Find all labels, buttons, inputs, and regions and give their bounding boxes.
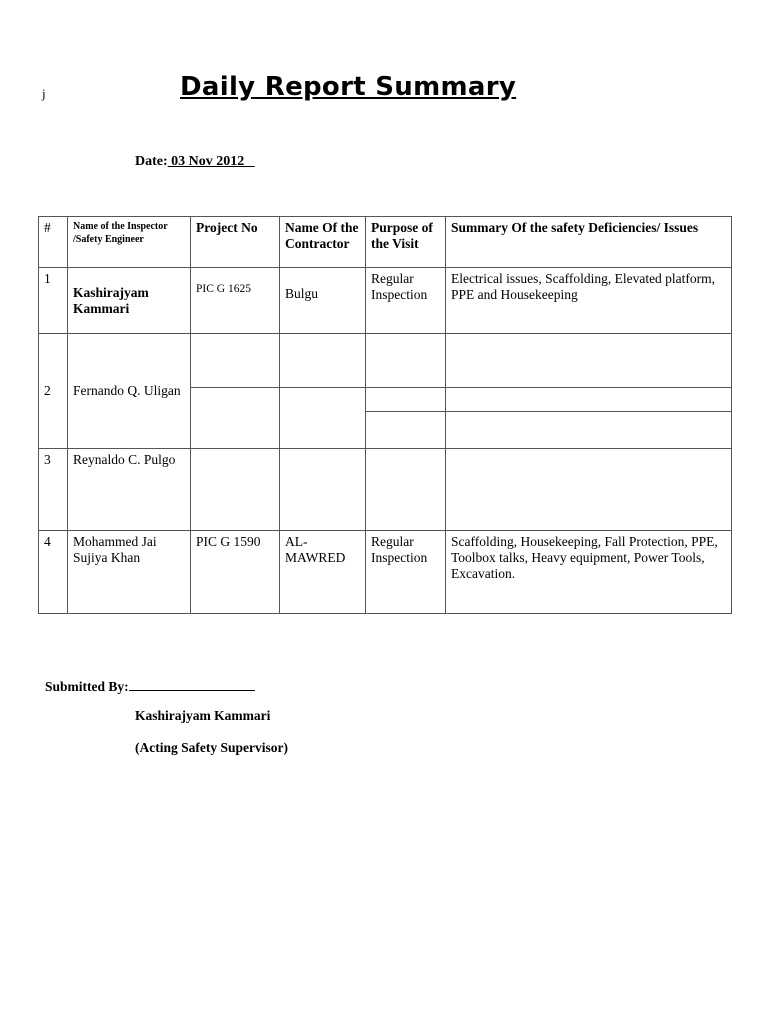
summary-cell xyxy=(446,412,732,449)
signature-line xyxy=(129,677,255,691)
row-number: 4 xyxy=(39,531,68,614)
table-row xyxy=(39,268,732,334)
purpose-cell: Regular Inspection xyxy=(366,531,446,614)
purpose-cell: Regular Inspection xyxy=(366,268,446,334)
table-row xyxy=(39,531,732,614)
inspector-name: Kashirajyam Kammari xyxy=(73,285,149,316)
project-cell xyxy=(191,334,280,388)
table-row xyxy=(39,449,732,531)
table-header-row xyxy=(39,217,732,268)
column-header-project: Project No xyxy=(191,217,280,268)
project-cell xyxy=(191,388,280,449)
summary-cell: Scaffolding, Housekeeping, Fall Protection, PPE, Toolbox talks, Heavy equipment, Power Tools, Excavation. xyxy=(446,531,732,614)
purpose-cell xyxy=(366,334,446,388)
summary-cell: Electrical issues, Scaffolding, Elevated platform, PPE and Housekeeping xyxy=(446,268,732,334)
contractor-cell xyxy=(280,268,366,334)
purpose-cell xyxy=(366,388,446,412)
inspector-name: Mohammed Jai Sujiya Khan xyxy=(68,531,191,614)
project-cell xyxy=(191,449,280,531)
date-value: 03 Nov 2012 xyxy=(167,154,255,169)
project-number: PIC G 1590 xyxy=(191,531,280,614)
contractor-cell xyxy=(280,334,366,388)
summary-cell xyxy=(446,334,732,388)
contractor-cell xyxy=(280,449,366,531)
purpose-cell xyxy=(366,412,446,449)
project-cell xyxy=(191,268,280,334)
project-number: PIC G 1625 xyxy=(196,283,251,295)
row-number: 3 xyxy=(39,449,68,531)
purpose-cell xyxy=(366,449,446,531)
submitter-role: (Acting Safety Supervisor) xyxy=(135,740,288,755)
table-row xyxy=(39,334,732,388)
date-label: Date: xyxy=(135,154,168,169)
row-number: 2 xyxy=(39,334,68,449)
column-header-contractor: Name Of the Contractor xyxy=(280,217,366,268)
contractor-name: Bulgu xyxy=(285,286,319,301)
inspector-cell xyxy=(68,268,191,334)
contractor-name: AL-MAWRED xyxy=(280,531,366,614)
column-header-summary: Summary Of the safety Deficiencies/ Issues xyxy=(446,217,732,268)
summary-cell xyxy=(446,449,732,531)
submitted-label: Submitted By: xyxy=(45,679,129,694)
contractor-cell xyxy=(280,388,366,449)
submitter-name: Kashirajyam Kammari xyxy=(135,708,271,723)
page-title: Daily Report Summary xyxy=(180,72,517,102)
row-number: 1 xyxy=(39,268,68,334)
column-header-number: # xyxy=(39,217,68,268)
submitted-by xyxy=(45,677,255,695)
column-header-inspector: Name of the Inspector /Safety Engineer xyxy=(68,217,191,268)
inspector-name: Reynaldo C. Pulgo xyxy=(68,449,191,531)
report-date xyxy=(135,154,255,170)
column-header-purpose: Purpose of the Visit xyxy=(366,217,446,268)
stray-mark: j xyxy=(42,86,46,101)
report-table xyxy=(38,216,732,614)
summary-cell xyxy=(446,388,732,412)
inspector-name: Fernando Q. Uligan xyxy=(68,334,191,449)
